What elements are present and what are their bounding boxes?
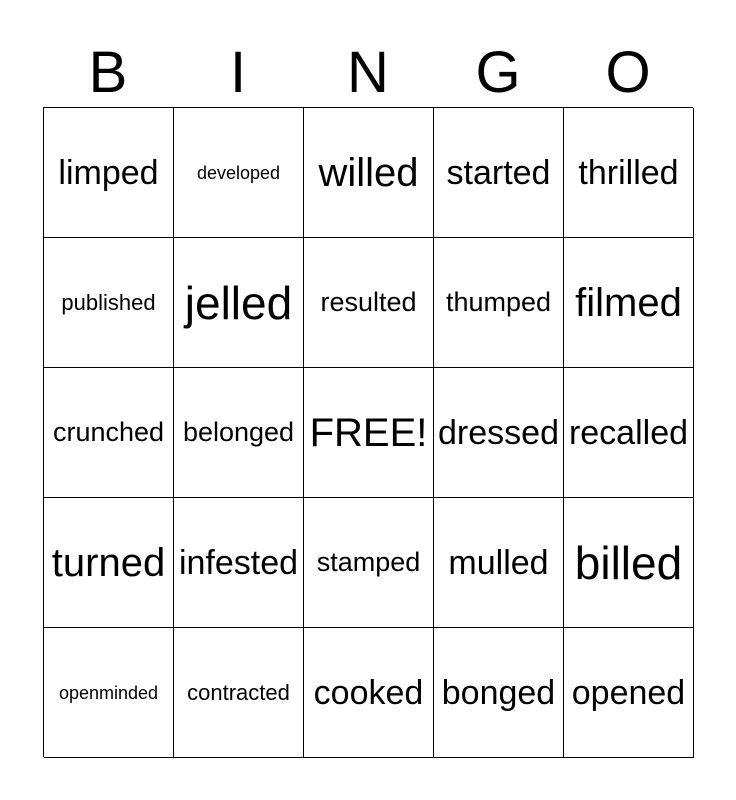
bingo-cell: stamped (304, 498, 434, 628)
bingo-cell: contracted (174, 628, 304, 758)
bingo-cell: recalled (564, 368, 694, 498)
bingo-cell: cooked (304, 628, 434, 758)
bingo-cell: crunched (44, 368, 174, 498)
bingo-cell: dressed (434, 368, 564, 498)
bingo-cell: thrilled (564, 108, 694, 238)
bingo-cell: filmed (564, 238, 694, 368)
bingo-cell: infested (174, 498, 304, 628)
bingo-cell: limped (44, 108, 174, 238)
bingo-board (43, 107, 693, 757)
header-letter-g: G (475, 40, 521, 105)
bingo-cell: openminded (44, 628, 174, 758)
header-letter-o: O (605, 40, 651, 105)
header-letter-n: N (347, 40, 389, 105)
bingo-cell: thumped (434, 238, 564, 368)
bingo-cell: jelled (174, 238, 304, 368)
bingo-cell: resulted (304, 238, 434, 368)
bingo-cell: billed (564, 498, 694, 628)
bingo-cell: published (44, 238, 174, 368)
bingo-cell: willed (304, 108, 434, 238)
bingo-header (43, 40, 693, 106)
free-space-cell: FREE! (304, 368, 434, 498)
bingo-cell: started (434, 108, 564, 238)
bingo-cell: opened (564, 628, 694, 758)
header-letter-i: I (229, 40, 247, 105)
bingo-cell: turned (44, 498, 174, 628)
header-letter-b: B (88, 40, 128, 105)
bingo-cell: belonged (174, 368, 304, 498)
bingo-cell: bonged (434, 628, 564, 758)
bingo-cell: mulled (434, 498, 564, 628)
bingo-cell: developed (174, 108, 304, 238)
